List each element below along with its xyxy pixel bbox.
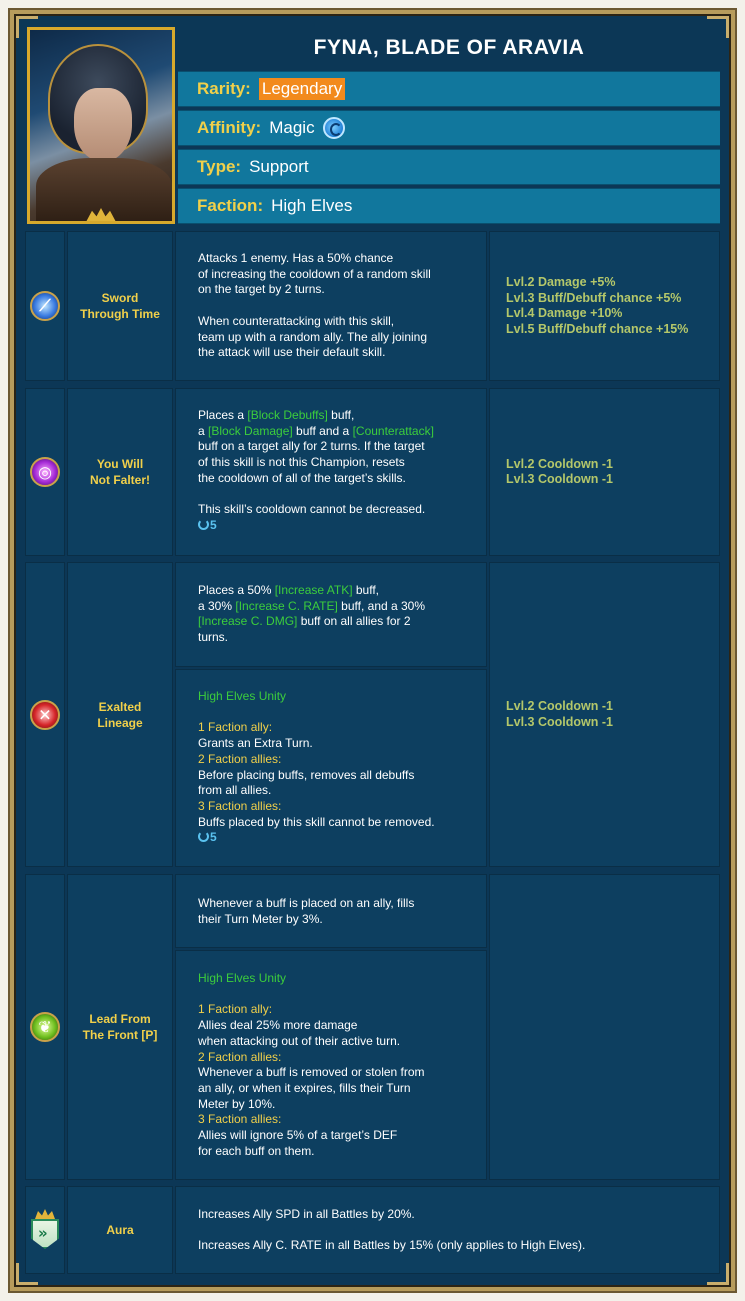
faction-unity-description [175, 669, 487, 867]
buff-tag: [Increase C. RATE] [235, 598, 338, 613]
skill-description [175, 562, 487, 667]
skill-icon-cell [25, 562, 65, 867]
desc-line: from all allies. [198, 783, 272, 798]
skill-description [175, 388, 487, 556]
affinity-row [178, 110, 720, 146]
skill-icon-cell [25, 874, 65, 1180]
skill-book-levels [489, 231, 720, 381]
desc-line: When counterattacking with this skill, [198, 313, 395, 328]
skill-book-levels [489, 388, 720, 556]
desc-line: Whenever a buff is placed on an ally, fills [198, 896, 415, 910]
type-row [178, 149, 720, 185]
skill-name [67, 388, 173, 556]
affinity-label: Affinity: [197, 118, 262, 137]
desc-line: Meter by 10%. [198, 1096, 276, 1111]
skill-name-line: You Will [96, 457, 144, 471]
desc-line: [Increase C. DMG] buff on all allies for 2 [198, 614, 411, 629]
leaf-emblem-icon: ❦ [30, 1012, 60, 1042]
buff-tag: [Block Debuffs] [247, 408, 328, 422]
desc-line: a 30% [Increase C. RATE] buff, and a 30% [198, 598, 426, 613]
level-bonus: Lvl.4 Damage +10% [506, 306, 623, 320]
cooldown-indicator: 5 [198, 518, 478, 534]
desc-line: Increases Ally SPD in all Battles by 20%. [198, 1207, 415, 1221]
desc-line: Places a [Block Debuffs] buff, [198, 408, 355, 422]
faction-row [178, 188, 720, 224]
desc-line: of this skill is not this Champion, resets [198, 455, 405, 470]
crimson-sigil-icon: ✕ [30, 700, 60, 730]
cooldown-icon [198, 831, 209, 842]
desc-line: Before placing buffs, removes all debuffs [198, 767, 415, 782]
skill-icon-cell [25, 388, 65, 556]
desc-line: on the target by 2 turns. [198, 282, 325, 297]
rarity-label: Rarity: [197, 79, 251, 98]
desc-line: the cooldown of all of the target’s skills. [198, 470, 406, 485]
skill-book-levels [489, 874, 720, 1180]
desc-line: Grants an Extra Turn. [198, 736, 313, 751]
faction-value: High Elves [271, 196, 353, 215]
skill-name [67, 231, 173, 381]
desc-line: for each buff on them. [198, 1143, 315, 1158]
desc-line: buff on a target ally for 2 turns. If the target [198, 439, 425, 454]
desc-line: This skill’s cooldown cannot be decreased. [198, 502, 426, 517]
level-bonus: Lvl.2 Cooldown -1 [506, 456, 613, 471]
skill-name-line: Not Falter! [90, 473, 150, 487]
skill-description [175, 874, 487, 948]
aura-icon-cell [25, 1186, 65, 1274]
type-label: Type: [197, 157, 242, 176]
skill-name-line: Lineage [97, 715, 143, 730]
type-value: Support [249, 157, 309, 176]
desc-line: a [Block Damage] buff and a [Counterattack] [198, 423, 434, 438]
magic-affinity-icon [323, 117, 345, 139]
rarity-value: Legendary [259, 78, 345, 100]
skill-book-levels [489, 562, 720, 867]
desc-line: an ally, or when it expires, fills their Turn [198, 1080, 411, 1095]
rarity-row [178, 71, 720, 107]
level-bonus: Lvl.3 Buff/Debuff chance +5% [506, 290, 682, 305]
cooldown-indicator: 5 [198, 830, 478, 846]
skill-name-line: Sword [101, 291, 139, 305]
faction-tier-label: 2 Faction allies: [198, 751, 282, 766]
skill-name [67, 562, 173, 867]
unity-title: High Elves Unity [198, 971, 287, 985]
desc-line: Attacks 1 enemy. Has a 50% chance [198, 251, 394, 265]
buff-tag: [Increase ATK] [274, 583, 353, 597]
aura-label: Aura [67, 1186, 173, 1274]
skill-name [67, 874, 173, 1180]
skill-name-line: The Front [P] [82, 1028, 158, 1042]
sword-time-icon: ⟋ [30, 291, 60, 321]
unity-title: High Elves Unity [198, 689, 287, 703]
desc-line: turns. [198, 630, 229, 645]
skill-name-line: Exalted [98, 699, 142, 714]
champion-portrait [27, 27, 175, 224]
skill-name-line: Lead From [89, 1012, 151, 1026]
arcane-orb-icon: ◎ [30, 457, 60, 487]
desc-line: Increases Ally C. RATE in all Battles by 15% (only applies to High Elves). [198, 1238, 586, 1253]
champion-name: FYNA, BLADE OF ARAVIA [178, 27, 720, 69]
level-bonus: Lvl.2 Cooldown -1 [506, 699, 613, 713]
desc-line: Buffs placed by this skill cannot be removed. [198, 814, 435, 829]
desc-line: Whenever a buff is removed or stolen from [198, 1065, 425, 1080]
desc-line: their Turn Meter by 3%. [198, 911, 323, 926]
faction-tier-label: 3 Faction allies: [198, 798, 282, 813]
level-bonus: Lvl.3 Cooldown -1 [506, 472, 613, 486]
skill-name-line: Through Time [80, 307, 160, 321]
level-bonus: Lvl.3 Cooldown -1 [506, 714, 613, 729]
faction-tier-label: 3 Faction allies: [198, 1112, 282, 1127]
affinity-value: Magic [269, 118, 315, 137]
faction-tier-label: 1 Faction ally: [198, 720, 273, 735]
portrait-face [74, 88, 132, 162]
desc-line: Allies deal 25% more damage [198, 1018, 358, 1033]
desc-line: of increasing the cooldown of a random skill [198, 266, 431, 281]
aura-description [175, 1186, 720, 1274]
desc-line: Allies will ignore 5% of a target’s DEF [198, 1128, 398, 1143]
skill-icon-cell [25, 231, 65, 381]
buff-tag: [Block Damage] [208, 423, 293, 438]
level-bonus: Lvl.2 Damage +5% [506, 275, 616, 289]
cooldown-icon [198, 519, 209, 530]
level-bonus: Lvl.5 Buff/Debuff chance +15% [506, 321, 689, 336]
aura-speed-icon: » [29, 1209, 61, 1251]
desc-line: Places a 50% [Increase ATK] buff, [198, 583, 379, 597]
desc-line: when attacking out of their active turn. [198, 1033, 401, 1048]
buff-tag: [Counterattack] [352, 423, 434, 438]
skill-description [175, 231, 487, 381]
faction-label: Faction: [197, 196, 264, 215]
faction-tier-label: 1 Faction ally: [198, 1002, 273, 1017]
desc-line: the attack will use their default skill. [198, 345, 386, 360]
desc-line: team up with a random ally. The ally joining [198, 329, 428, 344]
faction-unity-description [175, 950, 487, 1180]
buff-tag: [Increase C. DMG] [198, 614, 298, 629]
faction-tier-label: 2 Faction allies: [198, 1049, 282, 1064]
